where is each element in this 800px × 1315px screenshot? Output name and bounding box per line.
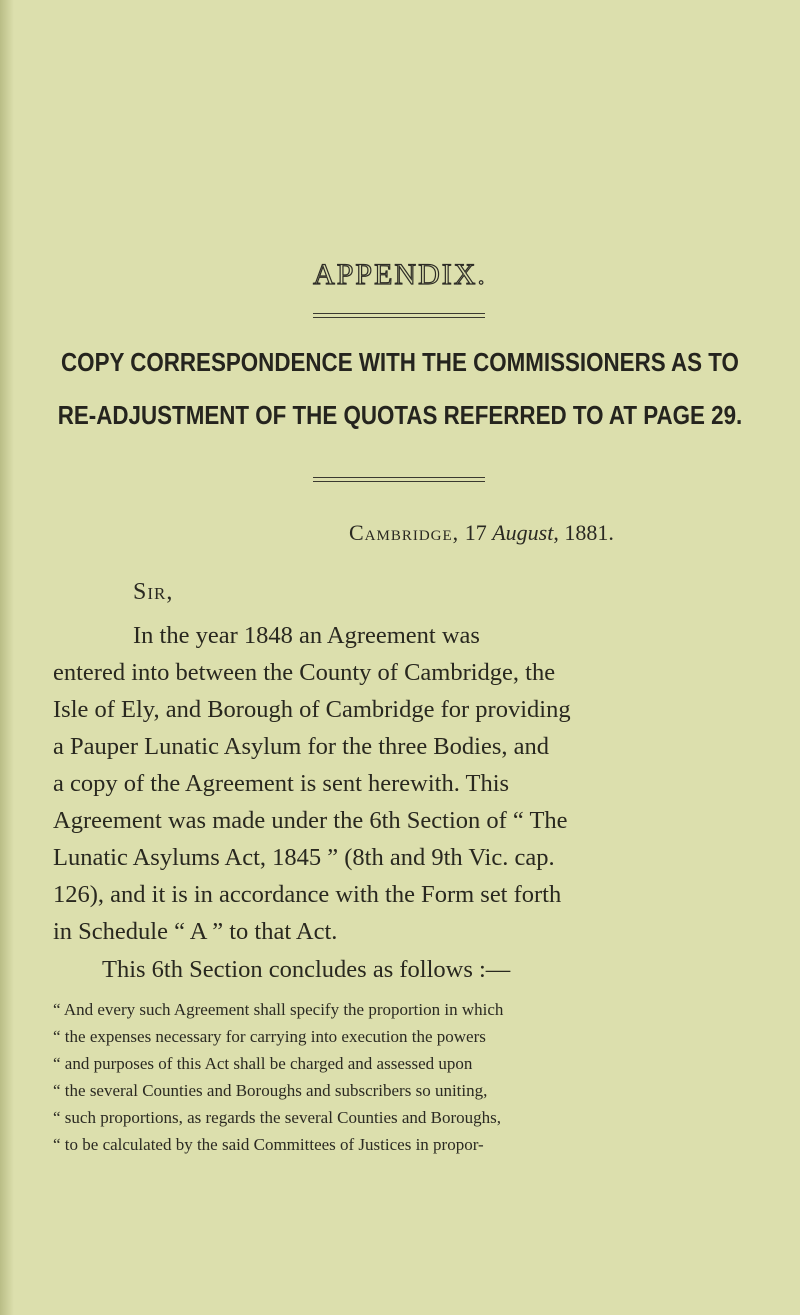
body-line: Isle of Ely, and Borough of Cambridge for providing (53, 696, 571, 723)
body-line: a copy of the Agreement is sent herewith. This (53, 770, 510, 797)
salutation: Sir, (133, 579, 174, 605)
heading-line-1: COPY CORRESPONDENCE WITH THE COMMISSIONERS AS TO (61, 347, 739, 377)
body-line: entered into between the County of Cambridge, the (53, 659, 556, 686)
divider-rule (313, 481, 485, 482)
quote-line: “ such proportions, as regards the several Counties and Boroughs, (53, 1108, 502, 1127)
letter-month: August (492, 520, 554, 545)
divider-rule (313, 317, 485, 318)
letter-year: , 1881. (553, 520, 614, 545)
letter-day: 17 (464, 520, 487, 545)
quote-line: “ And every such Agreement shall specify the proportion in which (53, 1000, 504, 1019)
divider-rule (313, 313, 485, 314)
divider-rule (313, 477, 485, 478)
quote-line: “ to be calculated by the said Committees of Justices in propor- (53, 1135, 484, 1154)
body-line: Agreement was made under the 6th Section of “ The (53, 807, 568, 834)
quote-line: “ the several Counties and Boroughs and subscribers so uniting, (53, 1081, 488, 1100)
body-line: Lunatic Asylums Act, 1845 ” (8th and 9th Vic. cap. (53, 844, 555, 871)
body-line: 126), and it is in accordance with the Form set forth (53, 881, 562, 908)
page-edge-shadow (0, 0, 14, 1315)
appendix-title: APPENDIX. (313, 258, 487, 291)
body-line: In the year 1848 an Agreement was (133, 622, 480, 649)
body-line: a Pauper Lunatic Asylum for the three Bodies, and (53, 733, 549, 760)
quote-line: “ and purposes of this Act shall be charged and assessed upon (53, 1054, 473, 1073)
body-line: This 6th Section concludes as follows :— (102, 956, 511, 983)
letter-place: Cambridge, (349, 520, 460, 545)
heading-line-2: RE-ADJUSTMENT OF THE QUOTAS REFERRED TO AT PAGE 29. (57, 400, 743, 430)
body-line: in Schedule “ A ” to that Act. (53, 918, 338, 945)
quote-line: “ the expenses necessary for carrying into execution the powers (53, 1027, 486, 1046)
letter-date-line (349, 520, 614, 546)
